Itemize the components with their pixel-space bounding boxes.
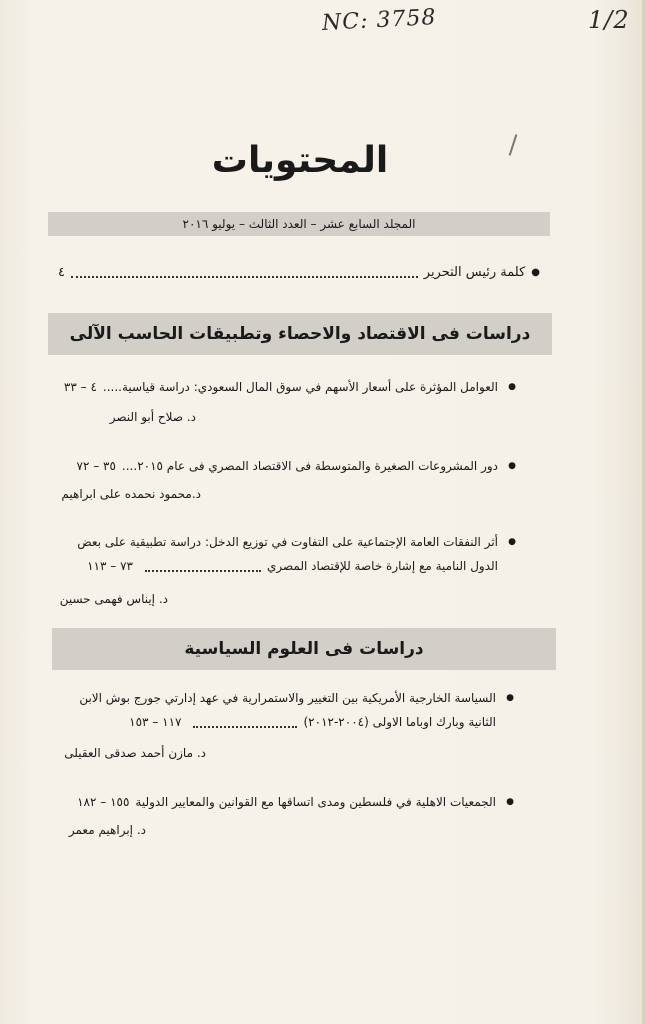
article-title-line: الجمعيات الاهلية في فلسطين ومدى اتساقها مع القوانين والمعايير الدولية [135,795,496,809]
editor-word-entry [58,262,540,282]
article-pages: ٣٥ – ٧٢ [76,459,116,473]
bullet-icon: ● [506,693,514,703]
section-heading-economics: دراسات فى الاقتصاد والاحصاء وتطبيقات الحاسب الآلى [48,313,552,355]
page-edge [642,0,646,1024]
handwritten-code: NC: 3758 [321,5,438,36]
article-entry [77,454,517,478]
article-entry [77,530,516,578]
article-title-line: الثانية وبارك اوباما الاولى (٢٠٠٤-٢٠١٢) [303,715,496,729]
article-author: د. مازن أحمد صدقى العقيلى [64,746,206,760]
article-title-line: العوامل المؤثرة على أسعار الأسهم في سوق المال السعودي: دراسة قياسية..... [102,380,498,394]
bullet-icon: ● [508,461,516,471]
article-pages: ٧٣ – ١١٣ [87,559,133,573]
issue-info-bar: المجلد السابع عشر – العدد الثالث – يوليو ٢٠١٦ [48,212,550,236]
article-author: د.محمود نحمده على ابراهيم [61,487,201,501]
dot-leader [71,266,418,278]
article-title-line: الدول النامية مع إشارة خاصة للإقتصاد المصري [266,559,498,573]
bullet-icon: ● [506,797,514,807]
article-pages: ١٥٥ – ١٨٢ [77,795,130,809]
article-author: د. إبراهيم معمر [68,823,146,837]
article-title-line: دور المشروعات الصغيرة والمتوسطة فى الاقتصاد المصري فى عام ٢٠١٥.... [121,459,498,473]
bullet-icon: ● [508,382,516,392]
handwritten-page-number: 1/2 [588,6,630,34]
article-entry [77,790,514,814]
editor-word-page: ٤ [58,264,65,280]
editor-word-label: كلمة رئيس التحرير [423,264,526,280]
page-title: المحتويات [211,140,389,181]
section-heading-political-science: دراسات فى العلوم السياسية [52,628,556,670]
bullet-icon: ● [531,266,540,278]
bullet-icon: ● [508,537,516,547]
article-pages: ١١٧ – ١٥٣ [129,715,182,729]
dot-leader [145,560,261,572]
article-author: د. صلاح أبو النصر [109,410,196,424]
article-entry [79,686,514,734]
dot-leader [193,716,297,728]
article-entry [64,375,516,399]
article-pages: ٤ – ٣٣ [63,380,97,394]
article-author: د. إيناس فهمى حسين [59,592,168,606]
article-title-line: أثر النفقات العامة الإجتماعية على التفاوت في توزيع الدخل: دراسة تطبيقية على بعض [77,535,498,549]
article-title-line: السياسة الخارجية الأمريكية بين التغيير والاستمرارية في عهد إدارتي جورج بوش الابن [79,691,496,705]
